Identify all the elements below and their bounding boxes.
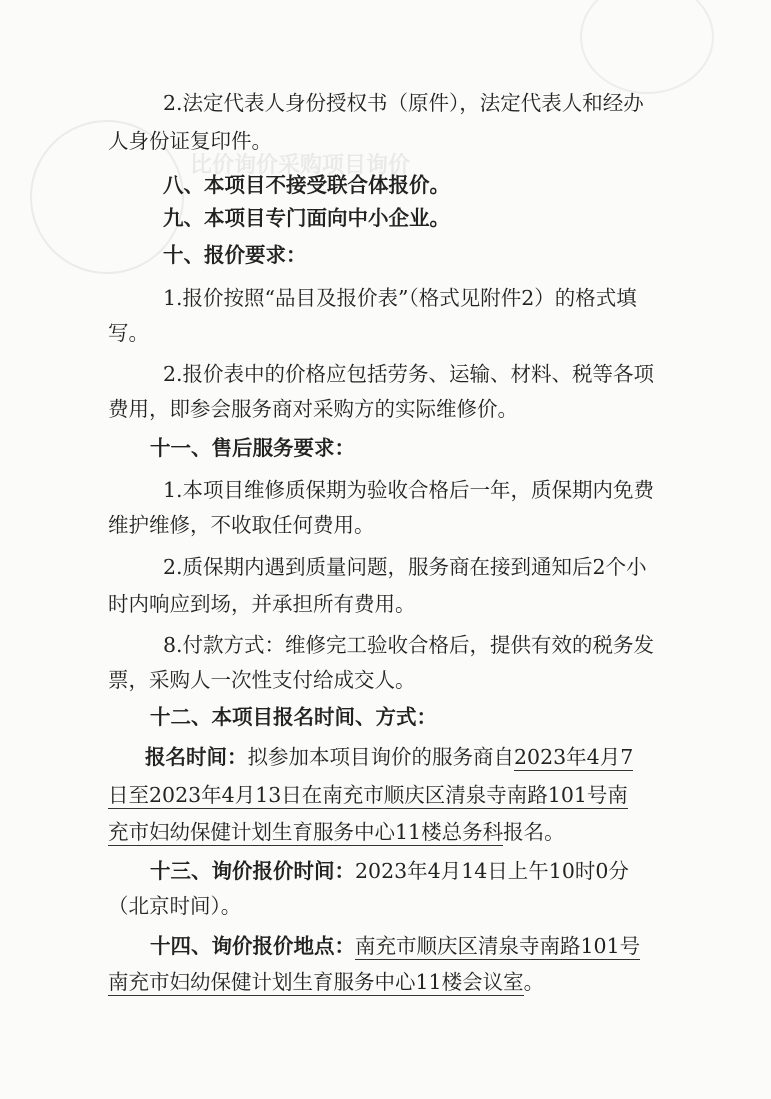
section-heading: 十、报价要求： (163, 243, 307, 267)
section-heading: 八、本项目不接受联合体报价。 (163, 173, 450, 197)
text-line (108, 967, 544, 997)
text-line: 2.质保期内遇到质量问题，服务商在接到通知后2个小 (163, 555, 647, 579)
text-line (108, 817, 565, 847)
section-heading: 九、本项目专门面向中小企业。 (163, 206, 450, 230)
text-line: 1.本项目维修质保期为验收合格后一年，质保期内免费 (163, 478, 655, 502)
registration-time-line (145, 742, 633, 772)
section-heading: 十一、售后服务要求： (150, 436, 355, 460)
text-span: 报名。 (503, 820, 565, 844)
bleed-through-text: 比价询价采购项目询价 (190, 153, 411, 178)
underlined-address: 南充市顺庆区清泉寺南路101号 (355, 934, 641, 958)
faint-signature-mark (580, 0, 714, 94)
quote-location-line (150, 931, 640, 961)
text-line: 维护维修，不收取任何费用。 (108, 513, 375, 537)
underlined-date: 2023年4月7 (514, 745, 634, 769)
text-line: （北京时间）。 (108, 894, 242, 918)
text-span: 2023年4月14日上午10时0分 (355, 859, 629, 883)
text-span: 拟参加本项目询价的服务商自 (247, 745, 514, 769)
text-line: 费用，即参会服务商对采购方的实际维修价。 (108, 397, 518, 421)
text-line: 票，采购人一次性支付给成交人。 (108, 668, 416, 692)
text-line: 2.报价表中的价格应包括劳务、运输、材料、税等各项 (163, 362, 655, 386)
text-line: 2.法定代表人身份授权书（原件），法定代表人和经办 (163, 91, 644, 115)
section-heading: 十二、本项目报名时间、方式： (150, 705, 437, 729)
text-span: 。 (523, 970, 545, 994)
underlined-address: 南充市妇幼保健计划生育服务中心11楼会议室 (108, 970, 524, 994)
text-line (108, 780, 628, 810)
text-line: 写。 (108, 321, 149, 345)
text-line: 8.付款方式：维修完工验收合格后，提供有效的税务发 (163, 633, 655, 657)
underlined-address: 充市妇幼保健计划生育服务中心11楼总务科 (108, 820, 504, 844)
registration-time-label: 报名时间： (145, 745, 248, 769)
text-line: 人身份证复印件。 (108, 129, 272, 153)
text-line: 时内响应到场，并承担所有费用。 (108, 592, 416, 616)
quote-time-label: 十三、询价报价时间： (150, 859, 355, 883)
quote-time-line (150, 856, 629, 886)
text-line: 1.报价按照“品目及报价表”（格式见附件2）的格式填 (163, 286, 637, 310)
underlined-address: 日至2023年4月13日在南充市顺庆区清泉寺南路101号南 (108, 783, 628, 807)
quote-location-label: 十四、询价报价地点： (150, 934, 355, 958)
